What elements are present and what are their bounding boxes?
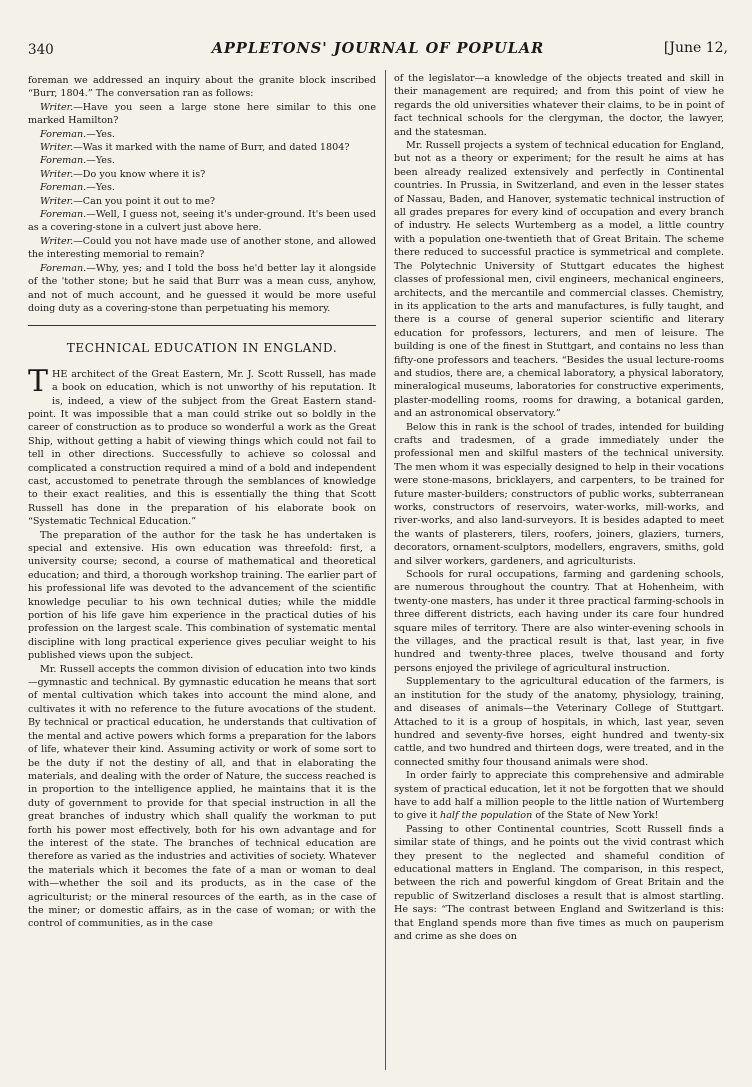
dialog-text: —Was it marked with the name of Burr, and dated 1804? bbox=[73, 142, 350, 154]
dialog-line bbox=[28, 168, 376, 181]
dialog-line bbox=[28, 235, 376, 262]
dialog-text: —Could you not have made use of another stone, and allowed the interesting memorial to remain? bbox=[28, 235, 376, 261]
article-paragraph bbox=[394, 769, 724, 823]
left-column bbox=[28, 74, 376, 931]
article-paragraph: Mr. Russell projects a system of technical education for England, but not as a theory or experiment; for the result he aims at has been already realized extensively and perfectly in Continental countries. In Prussia, in Switzerland, and even in the lesser states of Nassau, Baden, and Hanover, systematic technical instruction of all grades prepares for every kind of occupation and every branch of industry. He selects Wurtemberg as a model, a little country with a population one-twentieth that of Great Britain. The scheme there reduced to successful practice is symmetrical and complete. The Polytechnic University of Stuttgart educates the highest classes of professional men, civil engineers, mechanical engineers, architects, and the mercantile and commercial classes. Chemistry, in its application to the arts and manufactures, is fully taught, and there is a course of general superior scientific and literary education for professors, lecturers, and men of leisure. The building is one of the finest in Stuttgart, and contains no less than fifty-one professors and teachers. “Besides the usual lecture-rooms and studios, there are, a chemical laboratory, a physical laboratory, mineralogical museums, laboratories for constructive experiments, plaster-modelling rooms, rooms for drawing, a botanical garden, and an astronomical observatory.” bbox=[394, 140, 724, 420]
right-column bbox=[394, 72, 724, 943]
dialog-text: —Well, I guess not, seeing it's under-ground. It's been used as a covering-stone in a culvert just above here. bbox=[28, 209, 376, 234]
article-paragraph: Mr. Russell accepts the common division of education into two kinds—gymnastic and technical. By gymnastic education he means that sort of mental cultivation which takes into account the mind alone, and cultivates it with no reference to the future avocations of the student. By technical or practical education, he understands that cultivation of the mental and active powers which forms a preparation for the labors of life, whatever their kind. Assuming activity or work of some sort to be the duty if not the destiny of all, and that in elaborating the materials, and dealing with the order of Nature, the success reached is in proportion to the intelligence applied, he maintains that it is the duty of government to provide for that special instruction in all the great branches of industry which shall qualify the workman to put forth his power most effectively, both for his own advantage and for the interest of the state. The branches of technical education are therefore as varied as the industries and activities of society. Whatever the materials which it becomes the fate of a man or woman to deal with—whether the soil and its products, as in the case of the agriculturist; or the mineral resources of the earth, as in the case of the miner; or domestic affairs, as in the case of woman; or with the control of communities, as in the case bbox=[28, 663, 376, 930]
dialog-text: —Why, yes; and I told the boss he'd better lay it alongside of the 'tother stone; but he said that Burr was a mean cuss, anyhow, and not of much account, and he guessed it would be more useful doing duty as a covering-stone than perpetuating his memory. bbox=[28, 262, 376, 314]
dialog-text: —Yes. bbox=[86, 182, 115, 194]
dialog-text: —Yes. bbox=[86, 128, 115, 140]
dialog-speaker: Foreman. bbox=[40, 182, 87, 194]
section-title: TECHNICAL EDUCATION IN ENGLAND. bbox=[66, 341, 338, 356]
journal-title: APPLETONS' JOURNAL OF POPULAR bbox=[211, 40, 545, 57]
intro-paragraph: foreman we addressed an inquiry about the granite block inscribed “Burr, 1804.” The conversation ran as follows: bbox=[28, 75, 376, 100]
dialog-speaker: Foreman. bbox=[40, 262, 87, 274]
dialog-line bbox=[28, 262, 376, 316]
dialog-line bbox=[28, 195, 376, 208]
dialog-text: —Yes. bbox=[86, 155, 115, 167]
article-paragraph: The preparation of the author for the task he has undertaken is special and extensive. His own education was threefold: first, a university course; second, a course of mathematical and theoretical education; and third, a thorough workshop training. The earlier part of his professional life was devoted to the advancement of the scientific knowledge peculiar to his own technical duties; while the middle portion of his life gave him experience in the practical duties of his profession on the largest scale. This combination of systematic mental discipline with long practical experience gives peculiar weight to his published views upon the subject. bbox=[28, 529, 376, 662]
dialog-line bbox=[28, 208, 376, 235]
dialog-speaker: Writer. bbox=[40, 235, 74, 247]
article-paragraph: Passing to other Continental countries, Scott Russell finds a similar state of things, and he points out the vivid contrast which they present to the neglected and shameful condition of educational matters in England. The comparison, in this respect, between the rich and powerful kingdom of Great Britain and the republic of Switzerland discloses a result that is almost startling. He says: “The contrast between England and Switzerland is this: that England spends more than five times as much on pauperism and crime as she does on bbox=[394, 823, 724, 942]
column-divider bbox=[385, 70, 386, 1070]
article-paragraph bbox=[28, 363, 376, 529]
dialog-line bbox=[28, 154, 376, 167]
page-number: 340 bbox=[28, 42, 54, 58]
section-rule bbox=[28, 325, 376, 326]
dialog bbox=[28, 101, 376, 316]
dialog-speaker: Foreman. bbox=[40, 209, 87, 221]
article-paragraph: Below this in rank is the school of trades, intended for building crafts and tradesmen, of a grade immediately under the professional men and skilful masters of the technical university. The men whom it was especially designed to help in their vocations were stone-masons, bricklayers, and carpenters, to be trained for future master-builders; constructors of public works, subterranean works, constructors of reservoirs, water-works, mill-works, and river-works, and also land-surveyors. It is besides adapted to meet the wants of plasterers, tilers, roofers, joiners, glaziers, turners, decorators, ornament-sculptors, modellers, engravers, smiths, gold and silver workers, gardeners, and agriculturists. bbox=[394, 421, 724, 567]
article-paragraph: Supplementary to the agricultural education of the farmers, is an institution for the study of the anatomy, physiology, training, and diseases of animals—the Veterinary College of Stuttgart. Attached to it is a group of hospitals, in which, last year, seven hundred and seventy-five horses, eight hundred and twenty-six cattle, and two hundred and thirteen dogs, were treated, and in the connected smithy four thousand animals were shod. bbox=[394, 676, 724, 768]
dialog-speaker: Writer. bbox=[40, 101, 74, 113]
article-paragraph: of the legislator—a knowledge of the objects treated and skill in their management are required; and from this point of view he regards the old universities whatever their claims, to be in point of fact technical schools for the clergyman, the doctor, the lawyer, and the statesman. bbox=[394, 73, 724, 138]
dialog-line bbox=[28, 141, 376, 154]
dialog-speaker: Foreman. bbox=[40, 155, 87, 167]
dialog-text: —Can you point it out to me? bbox=[73, 195, 216, 207]
text-run: In order fairly to appreciate this comprehensive and admirable system of practical education, let it not be forgotten that we should have to add half a million people to the little nation of Wurtemberg to give it bbox=[394, 770, 724, 822]
dialog-line bbox=[28, 101, 376, 128]
dialog-line bbox=[28, 128, 376, 141]
running-header bbox=[28, 36, 728, 62]
article-paragraph-text: HE architect of the Great Eastern, Mr. J. Scott Russell, has made a book on education, which is not unworthy of his reputation. It is, indeed, a view of the subject from the Great Eastern stand-point. It was impossible that a man could strike out so boldly in the career of construction as to produce so wonderful a work as the Great Ship, without getting a habit of viewing things which could not fail to tell in other directions. Successfully to achieve so colossal and complicated a construction required a mind of a bold and independent cast, accustomed to penetrate through the semblances of knowledge to their exact realities, and this is essentially the thing that Scott Russell has done in the preparation of his elaborate book on “Systematic Technical Education.” bbox=[28, 368, 376, 528]
emphasis-text: half the population bbox=[440, 810, 533, 822]
article-paragraph: Schools for rural occupations, farming and gardening schools, are numerous throughout the country. That at Hohenheim, with twenty-one masters, has under it three practical farming-schools in three different districts, each having under its care four hundred square miles of territory. There are also winter-evening schools in the villages, and the practical result is that, last year, in five hundred and twenty-three places, twelve thousand and forty persons enjoyed the privilege of agricultural instruction. bbox=[394, 569, 724, 674]
dialog-text: —Do you know where it is? bbox=[73, 168, 206, 180]
issue-date: [June 12, bbox=[663, 40, 728, 56]
dialog-line bbox=[28, 181, 376, 194]
dialog-speaker: Writer. bbox=[40, 168, 74, 180]
dialog-speaker: Foreman. bbox=[40, 128, 87, 140]
text-run: of the State of New York! bbox=[535, 810, 659, 822]
drop-cap: T bbox=[28, 363, 49, 399]
dialog-speaker: Writer. bbox=[40, 195, 74, 207]
dialog-text: —Have you seen a large stone here similar to this one marked Hamilton? bbox=[28, 101, 376, 127]
dialog-speaker: Writer. bbox=[40, 142, 74, 154]
